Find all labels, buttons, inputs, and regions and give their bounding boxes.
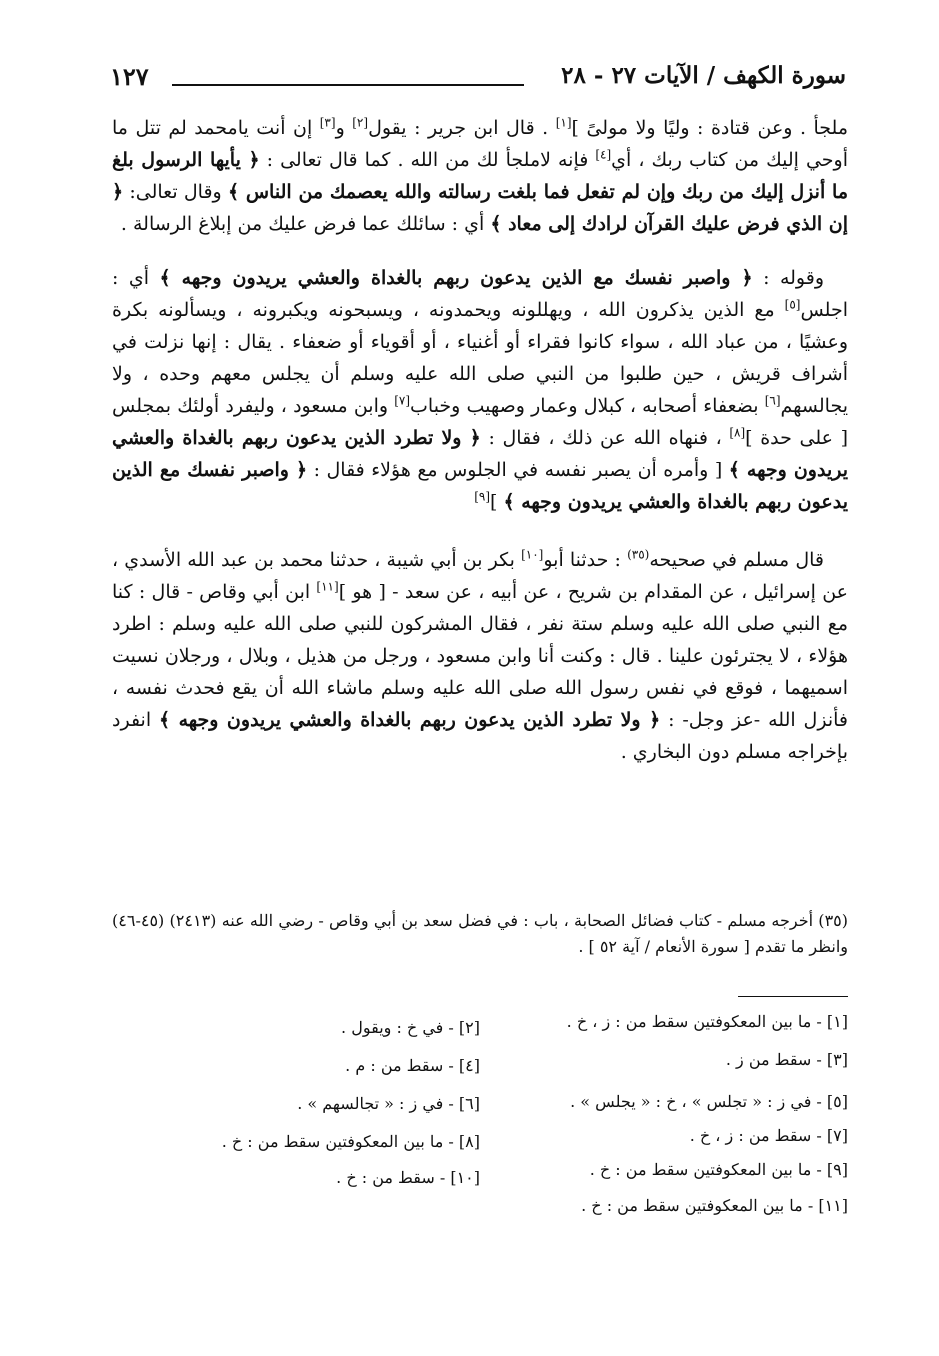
- footnote-ref: [١٠]: [521, 547, 544, 562]
- text: بضعفاء أصحابه ، كبلال وعمار وصهيب وخباب: [410, 395, 765, 417]
- quran-quote: ﴿ واصبر نفسك مع الذين يدعون ربهم بالغداة والعشي يريدون وجهه ﴾: [159, 267, 753, 289]
- text: أي : سائلك عما فرض عليك من إبلاغ الرسالة .: [120, 213, 491, 235]
- footnote-ref: [٢]: [352, 115, 369, 130]
- text: ]: [490, 491, 504, 513]
- quran-quote: ﴿ إن الذي فرض عليك القرآن لرادك إلى معاد ﴾: [112, 181, 848, 235]
- text: وابن مسعود ، وليفرد أولئك بمجلس [ على حدة ]: [112, 395, 848, 449]
- text: ابن أبي وقاص - قال : كنا مع النبي صلى الله عليه وسلم ستة نفر ، فقال المشركون للنبي صلى الله عليه وسلم : اطرد هؤلاء ، لا يجترئون علينا . قال : وكنت أنا وابن مسعود ، ورجل من هذيل ، وبلال ، ورجلان نسيت اسميهما ، فوقع في نفس رسول الله صلى الله عليه وسلم ماشاء الله أن يقع فحدث نفسه ، فأنزل الله -عز وجل- :: [112, 581, 848, 731]
- variant-note-6: [٦] - في ز : « تجالسهم » .: [297, 1094, 480, 1113]
- footnote-ref: (٣٥): [627, 547, 650, 562]
- header-rule: [172, 84, 524, 86]
- footnote-ref: [٨]: [729, 425, 746, 440]
- variant-note-9: [٩] - ما بين المعكوفتين سقط من : خ .: [589, 1160, 848, 1179]
- footnote-ref: [١١]: [316, 579, 339, 594]
- text: أي : اجلس: [112, 267, 848, 321]
- text: بكر بن أبي شيبة ، حدثنا محمد بن عبد الله الأسدي ، عن إسرائيل ، عن المقدام بن شريح ، عن أبيه ، عن سعد - [ هو ]: [112, 549, 848, 603]
- text: مع الذين يذكرون الله ، ويهللونه ويحمدونه ، ويسبحونه ويكبرونه ، ويسألونه بكرة وعشيًا ، من عباد الله ، سواء كانوا فقراء أو أغنياء ، أو أقوياء أو ضعفاء . يقال : إنها نزلت في أشراف قريش ، حين طلبوا من النبي صلى الله عليه وسلم أن يجلس معهم وحده ، ولا يجالسهم: [112, 299, 848, 417]
- paragraph-2: [112, 262, 848, 518]
- quran-quote: ﴿ ولا تطرد الذين يدعون ربهم بالغداة والعشي يريدون وجهه ﴾: [112, 427, 849, 481]
- paragraph-1: [112, 112, 848, 240]
- footnote-ref: [٣]: [319, 115, 336, 130]
- variant-note-10: [١٠] - سقط من : خ .: [336, 1168, 480, 1187]
- footnote-ref: [٧]: [394, 393, 411, 408]
- footnote-ref: [٤]: [595, 147, 612, 162]
- variant-note-3: [٣] - سقط من ز .: [725, 1050, 848, 1069]
- text: : حدثنا أبو: [543, 549, 628, 571]
- text: . قال ابن جرير : يقول: [368, 117, 556, 139]
- text: و: [335, 117, 353, 139]
- text: ملجأ . وعن قتادة : وليًا ولا مولىً ]: [571, 117, 849, 139]
- text: إن أنت يامحمد لم تتل ما أوحي إليك من كتاب ربك ، أي: [112, 117, 848, 171]
- footnote-ref: [١]: [555, 115, 572, 130]
- footnote-ref: [٥]: [784, 297, 801, 312]
- page-header: [110, 58, 846, 94]
- text: قال مسلم في صحيحه: [649, 549, 824, 571]
- footnotes-divider: [738, 996, 848, 997]
- footnote-ref: [٦]: [764, 393, 781, 408]
- text: فإنه لاملجأ لك من الله . كما قال تعالى :: [259, 149, 596, 171]
- text: [ وأمره أن يصبر نفسه في الجلوس مع هؤلاء فقال :: [307, 459, 729, 481]
- text: وقوله :: [752, 267, 825, 289]
- source-footnote: (٣٥) أخرجه مسلم - كتاب فضائل الصحابة ، باب : في فضل سعد بن أبي وقاص - رضي الله عنه (٢٤١٣) (٤٥-٤٦) وانظر ما تقدم [ سورة الأنعام / آية ٥٢ ] .: [112, 911, 848, 956]
- variant-note-11: [١١] - ما بين المعكوفتين سقط من : خ .: [581, 1196, 848, 1215]
- quran-quote: ﴿ يأيها الرسول بلغ ما أنزل إليك من ربك وإن لم تفعل فما بلغت رسالته والله يعصمك من الناس ﴾: [112, 149, 848, 203]
- paragraph-3: [112, 544, 848, 768]
- text: وقال تعالى:: [123, 181, 228, 203]
- variant-note-4: [٤] - سقط من : م .: [345, 1056, 480, 1075]
- variant-note-2: [٢] - في خ : ويقول .: [341, 1018, 480, 1037]
- variant-note-1: [١] - ما بين المعكوفتين سقط من : ز ، خ .: [566, 1012, 848, 1031]
- running-title: سورة الكهف / الآيات ٢٧ - ٢٨: [561, 62, 846, 89]
- page-number: ١٢٧: [110, 62, 149, 91]
- footnote-ref: [٩]: [474, 489, 491, 504]
- variant-note-7: [٧] - سقط من : ز ، خ .: [689, 1126, 848, 1145]
- variant-note-5: [٥] - في ز : « تجلس » ، خ : « يجلس » .: [570, 1092, 848, 1111]
- body-text: [112, 112, 848, 768]
- quran-quote: ﴿ واصبر نفسك مع الذين يدعون ربهم بالغداة والعشي يريدون وجهه ﴾: [112, 459, 848, 513]
- text: ، فنهاه الله عن ذلك ، فقال :: [480, 427, 730, 449]
- text: انفرد بإخراجه مسلم دون البخاري .: [112, 709, 848, 763]
- quran-quote: ﴿ ولا تطرد الذين يدعون ربهم بالغداة والعشي يريدون وجهه ﴾: [159, 709, 661, 731]
- variant-note-8: [٨] - ما بين المعكوفتين سقط من : خ .: [221, 1132, 480, 1151]
